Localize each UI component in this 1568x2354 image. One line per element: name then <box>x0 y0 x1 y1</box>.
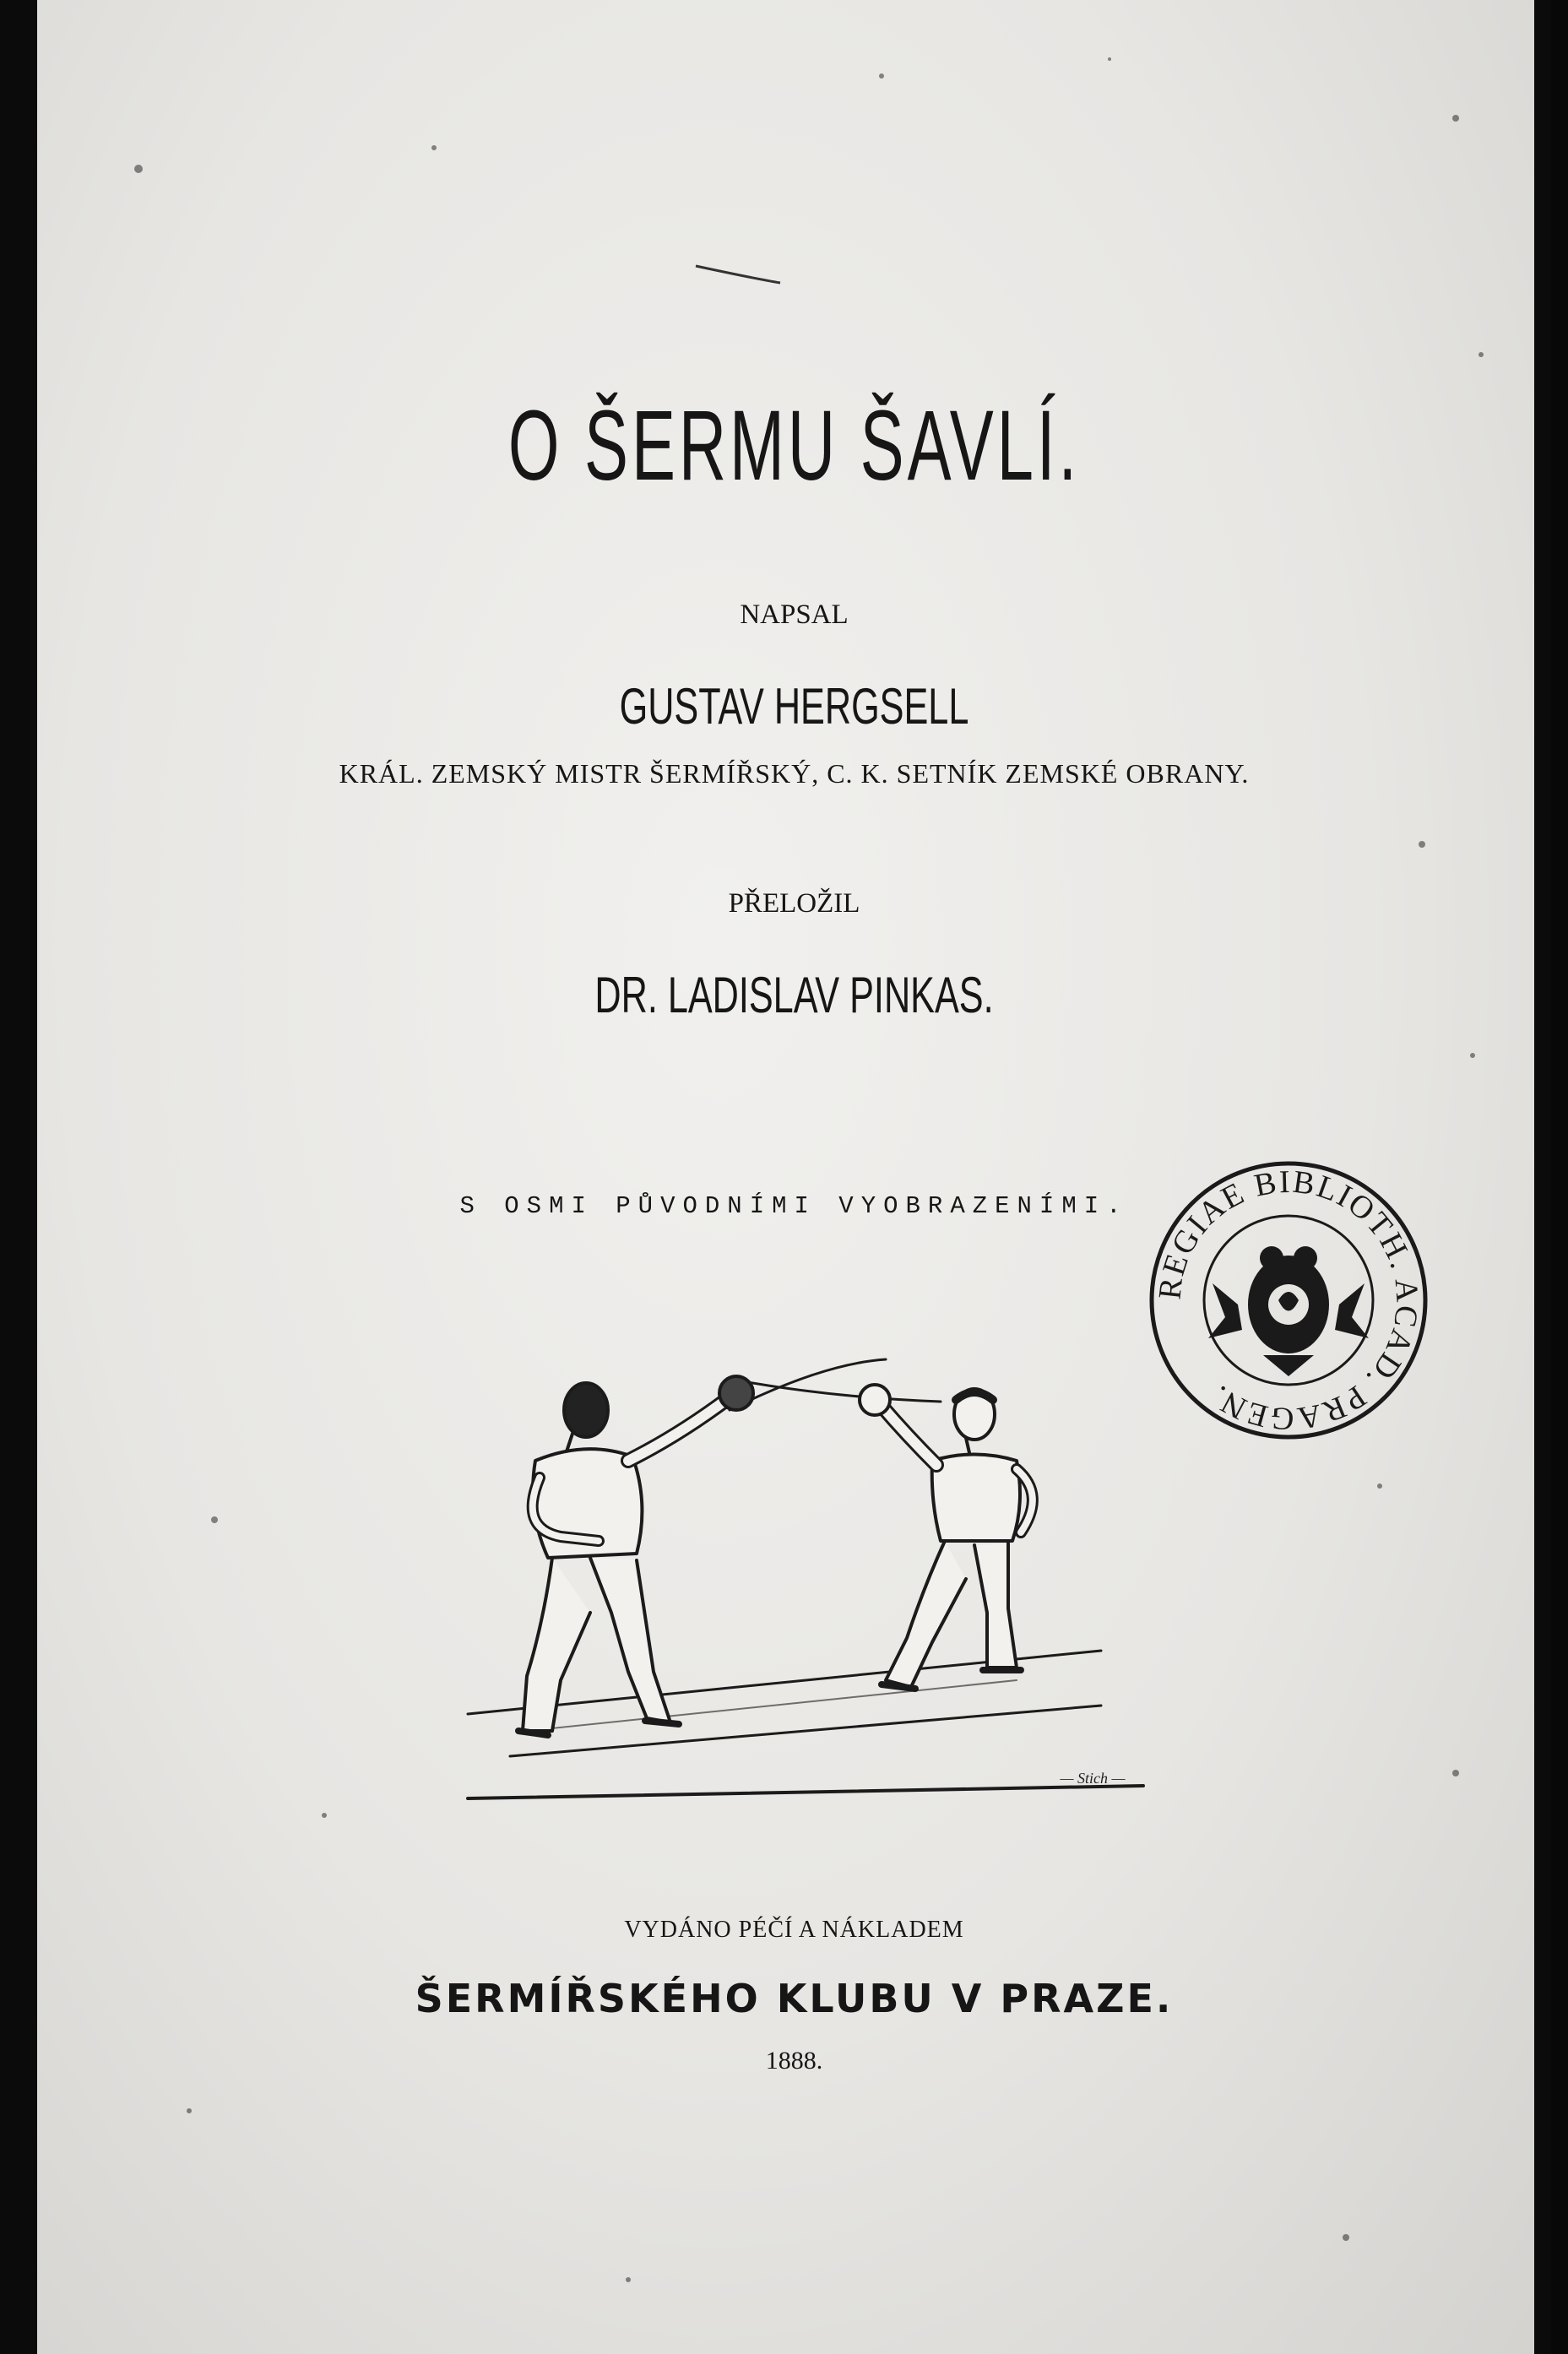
byline-label: NAPSAL <box>740 599 849 630</box>
stamp-text: REGIAE BIBLIOTH. ACAD. PRAGEN. <box>1152 1163 1425 1437</box>
scan-border-left <box>0 0 37 2354</box>
library-stamp <box>1145 1157 1432 1444</box>
author-title: KRÁL. ZEMSKÝ MISTR ŠERMÍŘSKÝ, C. K. SETNÍK ZEMSKÉ OBRANY. <box>339 758 1250 789</box>
illustrations-note: S OSMI PŮVODNÍMI VYOBRAZENÍMI. <box>459 1192 1129 1220</box>
publisher-name: ŠERMÍŘSKÉHO KLUBU V PRAZE. <box>415 1976 1174 2021</box>
title-page <box>37 0 1551 2354</box>
translator-label: PŘELOŽIL <box>728 888 860 919</box>
publication-year: 1888. <box>765 2047 823 2075</box>
right-fencer-figure <box>860 1385 1033 1689</box>
scan-border-right <box>1534 0 1551 2354</box>
author-name: GUSTAV HERGSELL <box>619 678 969 735</box>
fencing-illustration <box>426 1334 1169 1807</box>
publisher-intro: VYDÁNO PÉČÍ A NÁKLADEM <box>624 1917 964 1943</box>
left-fencer-figure <box>518 1376 753 1735</box>
illustration-signature: — Stich — <box>1060 1770 1126 1787</box>
book-title: O ŠERMU ŠAVLÍ. <box>507 390 1081 502</box>
translator-name: DR. LADISLAV PINKAS. <box>594 967 994 1023</box>
